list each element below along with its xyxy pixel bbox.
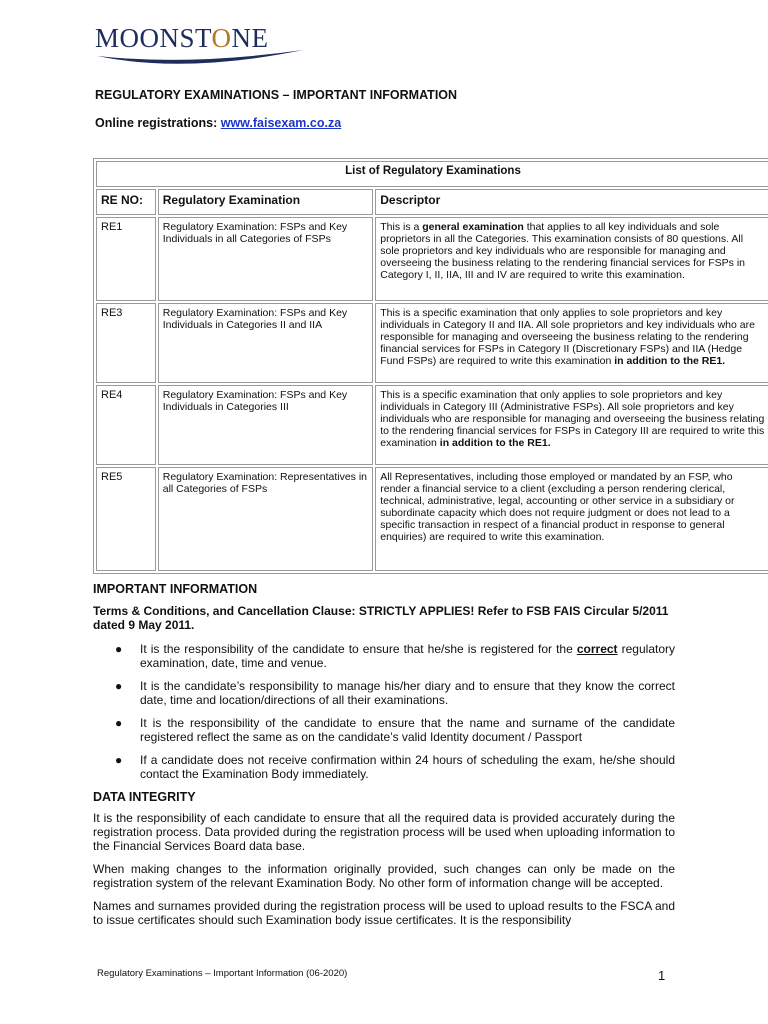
- re-number: RE3: [96, 303, 156, 383]
- logo-text-part: NE: [231, 23, 269, 53]
- bullet-text: It is the responsibility of the candidate to ensure that he/she is registered for the: [140, 642, 577, 656]
- re-number: RE4: [96, 385, 156, 465]
- desc-bold: in addition to the RE1.: [614, 355, 726, 367]
- table-row: [96, 303, 768, 383]
- desc-text: that applies to all key individuals and sole proprietors in all the Categories. This examination consists of 80 questions. All sole proprietors and key individuals who are responsible for managing and overseeing the business relating to the rendering financial services for FSPs in Category I, II, IIA, III and IV are required to write this examination.: [380, 221, 746, 281]
- logo-swoosh-icon: [95, 48, 305, 74]
- document-title: REGULATORY EXAMINATIONS – IMPORTANT INFORMATION: [95, 88, 458, 102]
- header-descriptor: Descriptor: [375, 189, 768, 215]
- re-number: RE1: [96, 217, 156, 301]
- bullet-text: regulatory examination, date, time and venue.: [140, 642, 675, 670]
- exam-descriptor: [375, 303, 768, 383]
- exam-descriptor: All Representatives, including those employed or mandated by an FSP, who render a financial service to a client (excluding a person rendering clerical, technical, administrative, legal, accounting or other service in a subsidiary or subordinate capacity which does not require judgment or does not lead to a specific transaction in respect of a financial product in response to general enquiries) are required to write this examination.: [375, 467, 768, 571]
- faisexam-link[interactable]: www.faisexam.co.za: [220, 116, 342, 130]
- list-item: [93, 716, 675, 744]
- important-bullets: [93, 642, 675, 781]
- terms-clause: Terms & Conditions, and Cancellation Clause: STRICTLY APPLIES! Refer to FSB FAIS Circular 5/2011 dated 9 May 2011.: [93, 604, 669, 632]
- integrity-paragraph: Names and surnames provided during the registration process will be used to upload results to the FSCA and to issue certificates should such Examination body issue certificates. It is the responsibility: [93, 899, 675, 927]
- list-item: [93, 679, 675, 707]
- logo-text-o: O: [211, 23, 232, 53]
- bullet-icon: ●: [115, 716, 123, 730]
- table-row: [96, 385, 768, 465]
- table-row: [96, 217, 768, 301]
- desc-bold: general examination: [422, 221, 524, 233]
- bullet-text: It is the responsibility of the candidate to ensure that the name and surname of the candidate registered reflect the same as on the candidate’s valid Identity document / Passport: [140, 716, 675, 744]
- bullet-icon: ●: [115, 679, 123, 693]
- exam-name: Regulatory Examination: FSPs and Key Individuals in Categories II and IIA: [158, 303, 374, 383]
- table-row: [96, 467, 768, 571]
- list-item: [93, 642, 675, 670]
- page-footer: Regulatory Examinations – Important Information (06-2020): [97, 968, 348, 979]
- page-number: 1: [658, 968, 666, 983]
- desc-text: This is a specific examination that only applies to sole proprietors and key individuals in Category III (Administrative FSPs). All sole proprietors and key individuals who are responsible for managing and overseeing the business relating to the rendering financial services for FSPs in Category III are required to write this examination: [380, 389, 765, 449]
- bullet-icon: ●: [115, 642, 123, 656]
- integrity-title: DATA INTEGRITY: [93, 790, 196, 804]
- integrity-paragraph: It is the responsibility of each candidate to ensure that all the required data is provided accurately during the registration process. Data provided during the registration process will be used when uploading information to the Financial Services Board data base.: [93, 811, 675, 853]
- exam-table-wrapper: [93, 158, 768, 574]
- important-title: IMPORTANT INFORMATION: [93, 582, 258, 596]
- online-label: Online registrations:: [95, 116, 221, 130]
- desc-text: This is a specific examination that only applies to sole proprietors and key individuals in Category II and IIA. All sole proprietors and key individuals who are responsible for managing and overseeing the business relating to the rendering financial services for FSPs in Category II (Discretionary FSPs) and IIA (Hedge Fund FSPs) are required to write this examination: [380, 307, 755, 367]
- header-re-no: RE NO:: [96, 189, 156, 215]
- bullet-icon: ●: [115, 753, 123, 767]
- bullet-underlined: correct: [576, 642, 618, 656]
- exam-name: Regulatory Examination: FSPs and Key Individuals in all Categories of FSPs: [158, 217, 374, 301]
- logo-text-part: MOONST: [95, 23, 212, 53]
- exam-name: Regulatory Examination: FSPs and Key Individuals in Categories III: [158, 385, 374, 465]
- table-caption: List of Regulatory Examinations: [96, 161, 768, 187]
- bullet-text: If a candidate does not receive confirmation within 24 hours of scheduling the exam, he/she should contact the Examination Body immediately.: [140, 753, 675, 781]
- re-number: RE5: [96, 467, 156, 571]
- bullet-text: It is the candidate’s responsibility to manage his/her diary and to ensure that they know the correct date, time and location/directions of all their examinations.: [140, 679, 675, 707]
- exam-name: Regulatory Examination: Representatives in all Categories of FSPs: [158, 467, 374, 571]
- list-item: [93, 753, 675, 781]
- desc-bold: in addition to the RE1.: [439, 437, 551, 449]
- exam-descriptor: [375, 217, 768, 301]
- integrity-paragraph: When making changes to the information originally provided, such changes can only be made on the registration system of the relevant Examination Body. No other form of information change will be accepted.: [93, 862, 675, 890]
- online-registrations: [95, 116, 341, 130]
- exam-descriptor: [375, 385, 768, 465]
- moonstone-logo: [95, 22, 305, 74]
- important-section: [93, 582, 675, 936]
- desc-text: This is a: [380, 221, 423, 233]
- header-exam: Regulatory Examination: [158, 189, 374, 215]
- exam-table: [93, 158, 768, 574]
